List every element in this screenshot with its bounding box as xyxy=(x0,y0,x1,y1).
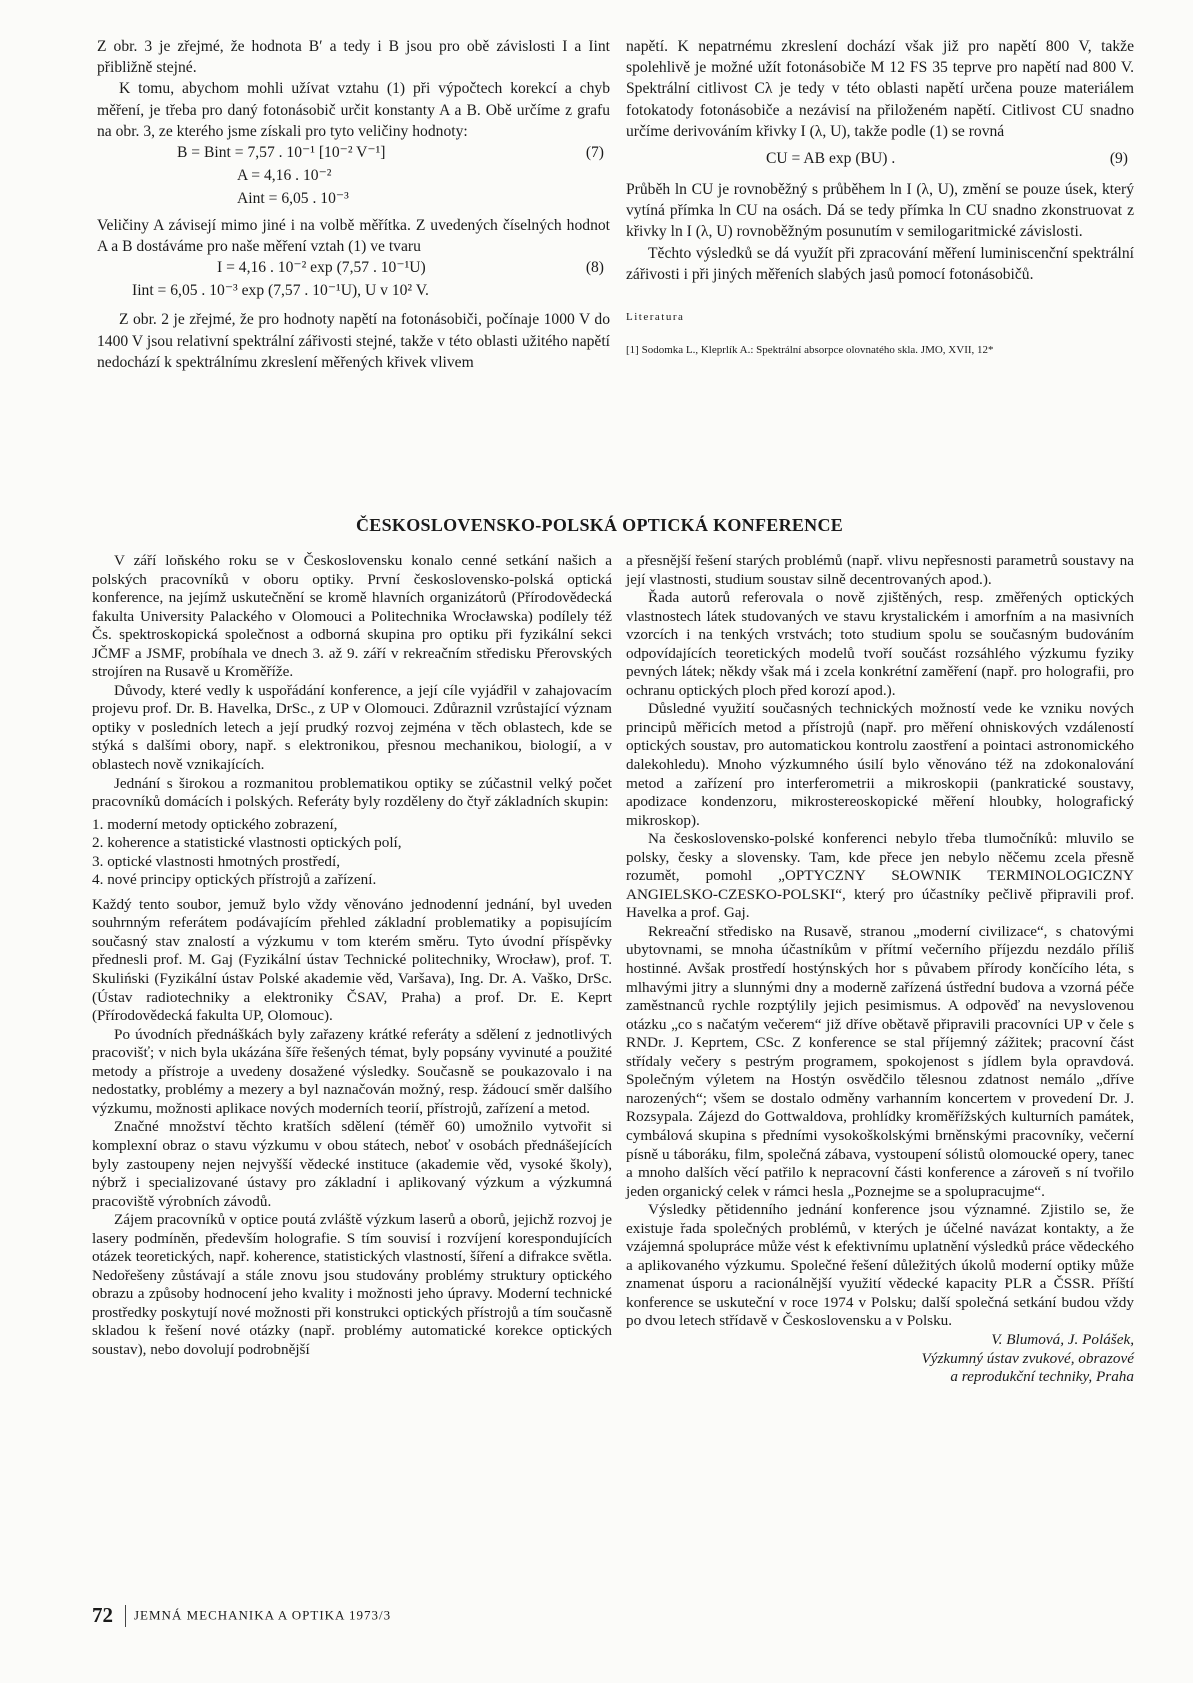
author-affiliation: Výzkumný ústav zvukové, obrazové xyxy=(921,1349,1134,1367)
journal-name: JEMNÁ MECHANIKA A OPTIKA 1973/3 xyxy=(134,1607,392,1623)
paragraph: Z obr. 3 je zřejmé, že hodnota B′ a tedy i B jsou pro obě závislosti I a Iint přibližně stejné. xyxy=(97,38,610,77)
equation-8 xyxy=(97,257,610,280)
equation-text: CU = AB exp (BU) . xyxy=(766,150,896,168)
paragraph: Každý tento soubor, jemuž bylo vždy věnováno jednodenní jednání, byl uveden souhrnným referátem podávajícím přehled základní problematiky a popisujícím současný stav znalostí a výzkumu v tom kterém směru. Tyto úvodní příspěvky přednesli prof. M. Gaj (Fyzikální ústav Technické politechniky, Wrocław), prof. T. Skuliński (Fyzikální ústav Polské akademie věd, Varšava), Ing. Dr. A. Vaško, DrSc. (Ústav radiotechniky a elektroniky ČSAV, Praha) a prof. Dr. E. Keprt (Přírodovědecká fakulta UP, Olomouc). xyxy=(92,895,612,1025)
equation-text: A = 4,16 . 10⁻² xyxy=(237,167,332,185)
equation-number: (7) xyxy=(585,144,604,162)
paragraph: Průběh ln CU je rovnoběžný s průběhem ln I (λ, U), změní se pouze úsek, který vytíná přímka ln CU na osách. Dá se tedy přímka ln CU snadno zkonstruovat z křivky ln I (λ, U) rovnoběžným posunutím v semilogaritmické závislosti. xyxy=(626,181,1134,241)
paragraph: Značné množství těchto kratších sdělení (téměř 60) umožnilo vytvořit si komplexní obraz o stavu výzkumu v obou státech, neboť v osobách přednášejících byly zastoupeny nejen nejvyšší vědecké instituce (akademie věd, vysoké školy), nýbrž i specializované ústavy pro základní i aplikovaný výzkum a výzkumná pracoviště výrobních závodů. xyxy=(92,1118,612,1210)
page-number: 72 xyxy=(92,1603,113,1627)
equation-text: Iint = 6,05 . 10⁻³ exp (7,57 . 10⁻¹U), U v 10² V. xyxy=(132,282,429,300)
equation-8b xyxy=(97,280,610,303)
paragraph: Důsledné využití současných technických možností vede ke vzniku nových principů měřicích metod a přístrojů (např. pro měření ohniskových vzdáleností optických soustav, pro automatickou kontrolu zaostření a pointaci astronomického dalekohledu). Mnoho výzkumného úsilí bylo věnováno též na zdokonalování metod a zařízení pro interferometrii a mikroskopii (pankratické soustavy, apodizace kondenzoru, mikrostereoskopické měření hloubky, holografický mikroskop). xyxy=(626,700,1134,829)
bottom-right-column xyxy=(626,552,1134,1387)
author-signature: V. Blumová, J. Polášek, xyxy=(991,1330,1134,1348)
paragraph: Po úvodních přednáškách byly zařazeny krátké referáty a sdělení z jednotlivých pracovišť; v nich byla ukázána šíře řešených témat, byly popsány vyvinuté a použité metody a přístroje a uvedeny dosažené výsledky. Současně se poukazovalo i na nedostatky, problémy a mezery a byl naznačován možný, resp. žádoucí směr dalšího výzkumu, možnosti aplikace nových moderních teorií, přístrojů, zařízení a metod. xyxy=(92,1025,612,1117)
paragraph: Výsledky pětidenního jednání konference jsou významné. Zjistilo se, že existuje řada společných problémů, v kterých je účelné navázat kontakty, a že vzájemná spolupráce může vést k efektivnímu uplatnění výsledků práce vědeckého a aplikovaného výzkumu. Společné řešení důležitých úkolů moderní optiky může znamenat úsporu a racionálnější využití vědecké kapacity PLR a ČSSR. Příští konference se uskuteční v roce 1974 v Polsku; další společná setkání budou vždy po dvou letech střídavě v Československu a v Polsku. xyxy=(626,1201,1134,1330)
references-heading: Literatura xyxy=(626,311,685,324)
reference-item: [1] Sodomka L., Kleprlík A.: Spektrální absorpce olovnatého skla. JMO, XVII, 12* xyxy=(626,344,994,357)
equation-number: (8) xyxy=(585,259,604,277)
top-left-column xyxy=(97,36,610,373)
list-item: 3. optické vlastnosti hmotných prostředí, xyxy=(92,852,341,870)
equation-number: (9) xyxy=(1109,150,1128,168)
list-item: 4. nové principy optických přístrojů a zařízení. xyxy=(92,871,377,889)
equation-text: I = 4,16 . 10⁻² exp (7,57 . 10⁻¹U) xyxy=(217,259,426,277)
paragraph: Těchto výsledků se dá využít při zpracování měření luminiscenční spektrální zářivosti i při jiných měřeních slabých jasů pomocí fotonásobičů. xyxy=(626,244,1134,283)
paragraph: a přesnější řešení starých problémů (např. vlivu nepřesnosti parametrů soustavy na její vlastnosti, studium soustav silně decentrovaných apod.). xyxy=(626,552,1134,588)
author-affiliation: a reprodukční techniky, Praha xyxy=(950,1368,1134,1386)
paragraph: Řada autorů referovala o nově zjištěných, resp. změřených optických vlastnostech látek studovaných ve stavu krystalickém i amorfním a na masivních vzorcích i na tenkých vrstvách; toto studium spolu se současným budováním odpovídajících teoretických modelů tvoří součást rozsáhlého výzkumu fyziky pevných látek; někdy však má i zcela konkrétní zaměření (např. pro holografii, pro ochranu optických ploch před korozí apod.). xyxy=(626,589,1134,699)
list-item: 1. moderní metody optického zobrazení, xyxy=(92,815,338,833)
topic-list xyxy=(92,816,612,890)
equation-text: Aint = 6,05 . 10⁻³ xyxy=(237,190,349,208)
paragraph: Důvody, které vedly k uspořádání konference, a její cíle vyjádřil v zahajovacím projevu prof. Dr. B. Havelka, DrSc., z UP v Olomouci. Zdůraznil vzrůstající význam optiky v posledních letech a její prudký rozvoj zejména v těch oblastech, kde se stýká s dalšími obory, např. s elektronikou, přesnou mechanikou, biologií, a v oblastech nově vznikajících. xyxy=(92,681,612,774)
paragraph: napětí. K nepatrnému zkreslení dochází však již pro napětí 800 V, takže spolehlivě je možné užít fotonásobiče M 12 FS 35 teprve pro napětí nad 800 V. Spektrální citlivost Cλ je tedy v této oblasti napětí určena pouze materiálem fotokatody fotonásobiče a nezávisí na přiloženém napětí. Citlivost CU snadno určíme derivováním křivky I (λ, U), takže podle (1) se rovná xyxy=(626,38,1134,140)
paragraph: K tomu, abychom mohli užívat vztahu (1) při výpočtech korekcí a chyb měření, je třeba pro daný fotonásobič určit konstanty A a B. Obě určíme z grafu na obr. 3, ze kterého jsme získali pro tyto veličiny hodnoty: xyxy=(97,80,610,140)
list-item: 2. koherence a statistické vlastnosti optických polí, xyxy=(92,834,402,852)
top-right-column xyxy=(626,36,1134,361)
article-title: ČESKOSLOVENSKO-POLSKÁ OPTICKÁ KONFERENCE xyxy=(356,515,844,535)
paragraph: Zájem pracovníků v optice poutá zvláště výzkum laserů a oborů, jejichž rozvoj je lasery podmíněn, především holografie. S tím souvisí i rozvíjení korespondujících otázek teoretických, např. koherence, statistických vlastností, šíření a difrakce světla. Nedořešeny zůstávají a stále znovu jsou studovány problémy struktury optického obrazu a způsoby hodnocení jeho kvality i možnosti jeho úpravy. Moderní technické prostředky poskytují nové možnosti při konstrukci optických přístrojů a tím současně skladou k řešení nové otázky (např. problémy automatické korekce optických soustav), nebo dovolují podrobnější xyxy=(92,1211,612,1358)
paragraph: Na československo-polské konferenci nebylo třeba tlumočníků: mluvilo se polsky, česky a slovensky. Tam, kde přece jen nebylo něčemu zcela přesně rozumět, pomohl „OPTYCZNY SŁOWNIK TERMINOLOGICZNY ANGIELSKO-CZESKO-POLSKI“, který pro účastníky pečlivě připravili prof. Havelka a prof. Gaj. xyxy=(626,830,1134,922)
paragraph: Jednání s širokou a rozmanitou problematikou optiky se zúčastnil velký počet pracovníků domácích i polských. Referáty byly rozděleny do čtyř základních skupin: xyxy=(92,774,612,811)
equation-7b xyxy=(97,165,610,188)
paragraph: Veličiny A závisejí mimo jiné i na volbě měřítka. Z uvedených číselných hodnot A a B dostáváme pro naše měření vztah (1) ve tvaru xyxy=(97,217,610,256)
bottom-left-column xyxy=(92,552,612,1360)
equation-7c xyxy=(97,188,610,211)
paragraph: Z obr. 2 je zřejmé, že pro hodnoty napětí na fotonásobiči, počínaje 1000 V do 1400 V jsou relativní spektrální zářivosti stejné, takže v této oblasti užitého napětí nedochází k spektrálnímu zkreslení měřených křivek vlivem xyxy=(97,311,610,371)
equation-9 xyxy=(626,148,1134,171)
page-footer xyxy=(92,1603,391,1628)
equation-7 xyxy=(97,142,610,165)
equation-text: B = Bint = 7,57 . 10⁻¹ [10⁻² V⁻¹] xyxy=(177,144,386,162)
paragraph: V září loňského roku se v Československu konalo cenné setkání našich a polských pracovníků v oboru optiky. První československo-polská optická konference, na jejímž uskutečnění se kromě hlavních organizátorů (Přírodovědecká fakulta University Palackého v Olomouci a Politechnika Wrocławska) podílely též Čs. spektroskopická společnost a odborná skupina pro optiku při fyzikální sekci JČMF a JSMF, probíhala ve dnech 3. až 9. září v rekreačním středisku Přerovských strojíren na Rusavě u Kroměříže. xyxy=(92,552,612,681)
paragraph: Rekreační středisko na Rusavě, stranou „moderní civilizace“, s chatovými ubytovnami, se mnoha účastníkům v přítmí večerního příjezdu nezdálo příliš hostinné. Avšak prostředí hostýnských hor s půvabem přírody končícího léta, s mlhavými jitry a slunnými dny a moderně zařízená ústřední budova a vzorná péče zaměstnanců rychle rozptýlily jejich pesimismus. A odpověď na nevyslovenou otázku „co s načatým večerem“ již dříve obětavě připravili pracovníci UP v čele s RNDr. J. Keprtem, CSc. Z konference se stal příjemný zážitek; pracovní část střídaly večery s pestrým programem, spokojenost s jídlem byla opravdová. Společným výletem na Hostýn osvědčilo tělesnou zdatnost nemálo „dříve narozených“; všem se dostalo odměny varhanním koncertem v provedení Dr. J. Rozsypala. Zájezd do Gottwaldova, prohlídky kroměřížských kulturních památek, cymbálová skupina s předními vysokoškolskými brněnskými pracovníky, večerní písně u táboráku, film, společná zábava, vystoupení sólistů olomoucké opery, tanec a mnoho dalších věcí patřilo k nepracovní části konference a zároveň s ní tvořilo jeden organický celek v rámci hesla „Poznejme se a spolupracujme“. xyxy=(626,922,1134,1200)
footer-divider xyxy=(125,1605,126,1627)
